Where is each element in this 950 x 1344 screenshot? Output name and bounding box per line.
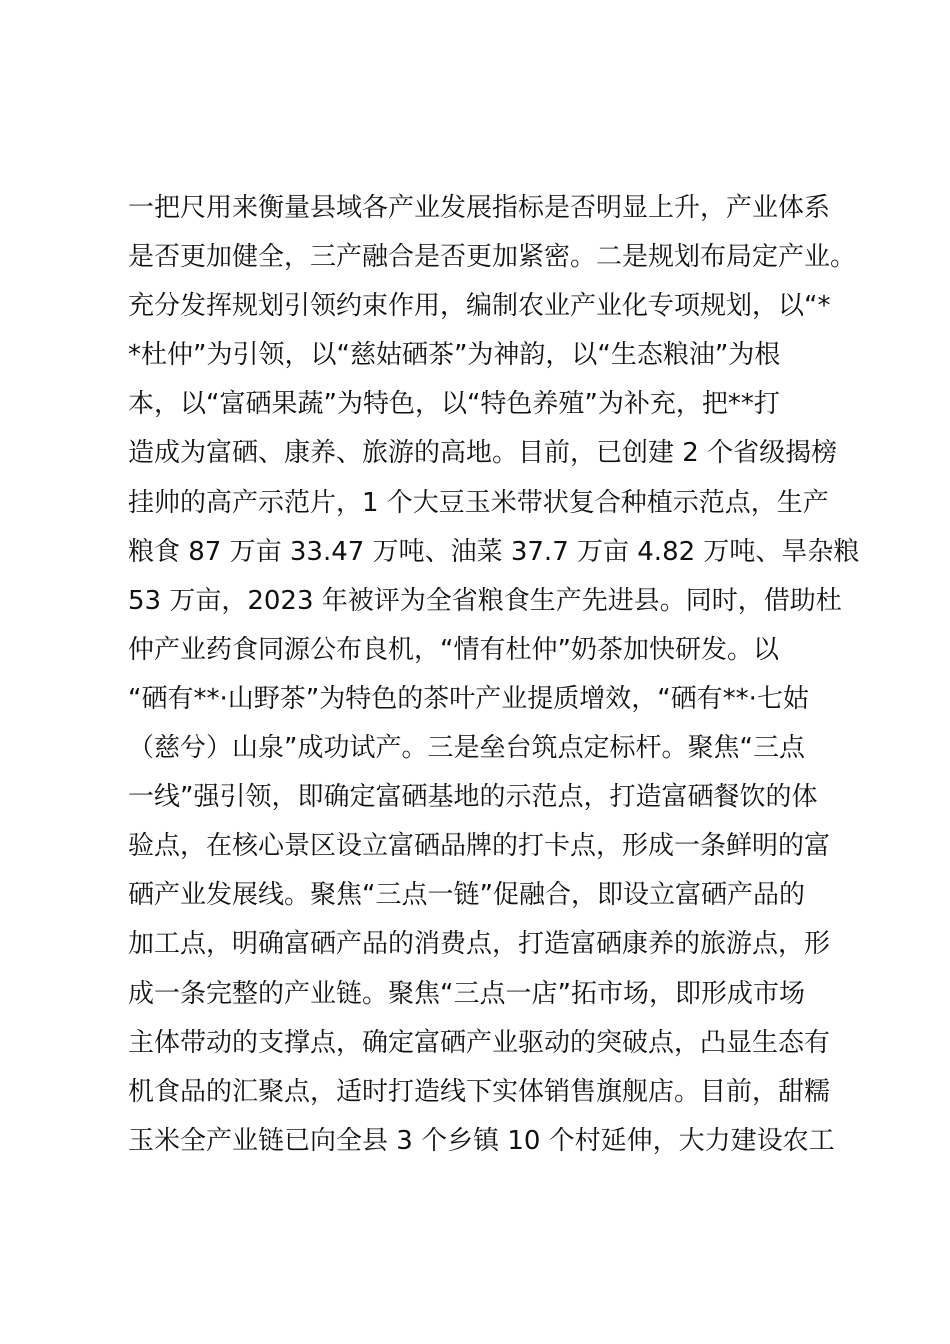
text-line: 一线”强引领，即确定富硒基地的示范点，打造富硒餐饮的体 [128,782,818,813]
text-line: 本，以“富硒果蔬”为特色，以“特色养殖”为补充，把**打 [128,389,780,420]
text-line: 加工点，明确富硒产品的消费点，打造富硒康养的旅游点，形 [128,929,831,960]
text-line: 成一条完整的产业链。聚焦“三点一店”拓市场，即形成市场 [128,978,805,1009]
text-line: 硒产业发展线。聚焦“三点一链”促融合，即设立富硒产品的 [128,880,805,911]
text-line: *杜仲”为引领，以“慈姑硒茶”为神韵，以“生态粮油”为根 [128,340,781,371]
text-line: 充分发挥规划引领约束作用，编制农业产业化专项规划，以“* [128,291,831,322]
text-line: “硒有**·山野茶”为特色的茶叶产业提质增效，“硒有**·七姑 [128,683,809,714]
text-line: 53 万亩，2023 年被评为全省粮食生产先进县。同时，借助杜 [128,585,842,616]
text-line: （慈兮）山泉”成功试产。三是垒台筑点定标杆。聚焦“三点 [128,733,805,764]
text-line: 粮食 87 万亩 33.47 万吨、油菜 37.7 万亩 4.82 万吨、旱杂粮 [128,536,860,567]
text-line: 仲产业药食同源公布良机，“情有杜仲”奶茶加快研发。以 [128,634,779,665]
text-line: 机食品的汇聚点，适时打造线下实体销售旗舰店。目前，甜糯 [128,1076,831,1107]
body-text [128,184,860,1166]
text-line: 造成为富硒、康养、旅游的高地。目前，已创建 2 个省级揭榜 [128,438,838,469]
text-line: 一把尺用来衡量县域各产业发展指标是否明显上升，产业体系 [128,193,831,223]
text-line: 主体带动的支撑点，确定富硒产业驱动的突破点，凸显生态有 [128,1027,831,1058]
text-line: 挂帅的高产示范片，1 个大豆玉米带状复合种植示范点，生产 [128,487,829,518]
text-line: 玉米全产业链已向全县 3 个乡镇 10 个村延伸，大力建设农工 [128,1125,835,1156]
text-line: 是否更加健全，三产融合是否更加紧密。二是规划布局定产业。 [128,242,857,273]
text-line: 验点，在核心景区设立富硒品牌的打卡点，形成一条鲜明的富 [128,831,831,862]
